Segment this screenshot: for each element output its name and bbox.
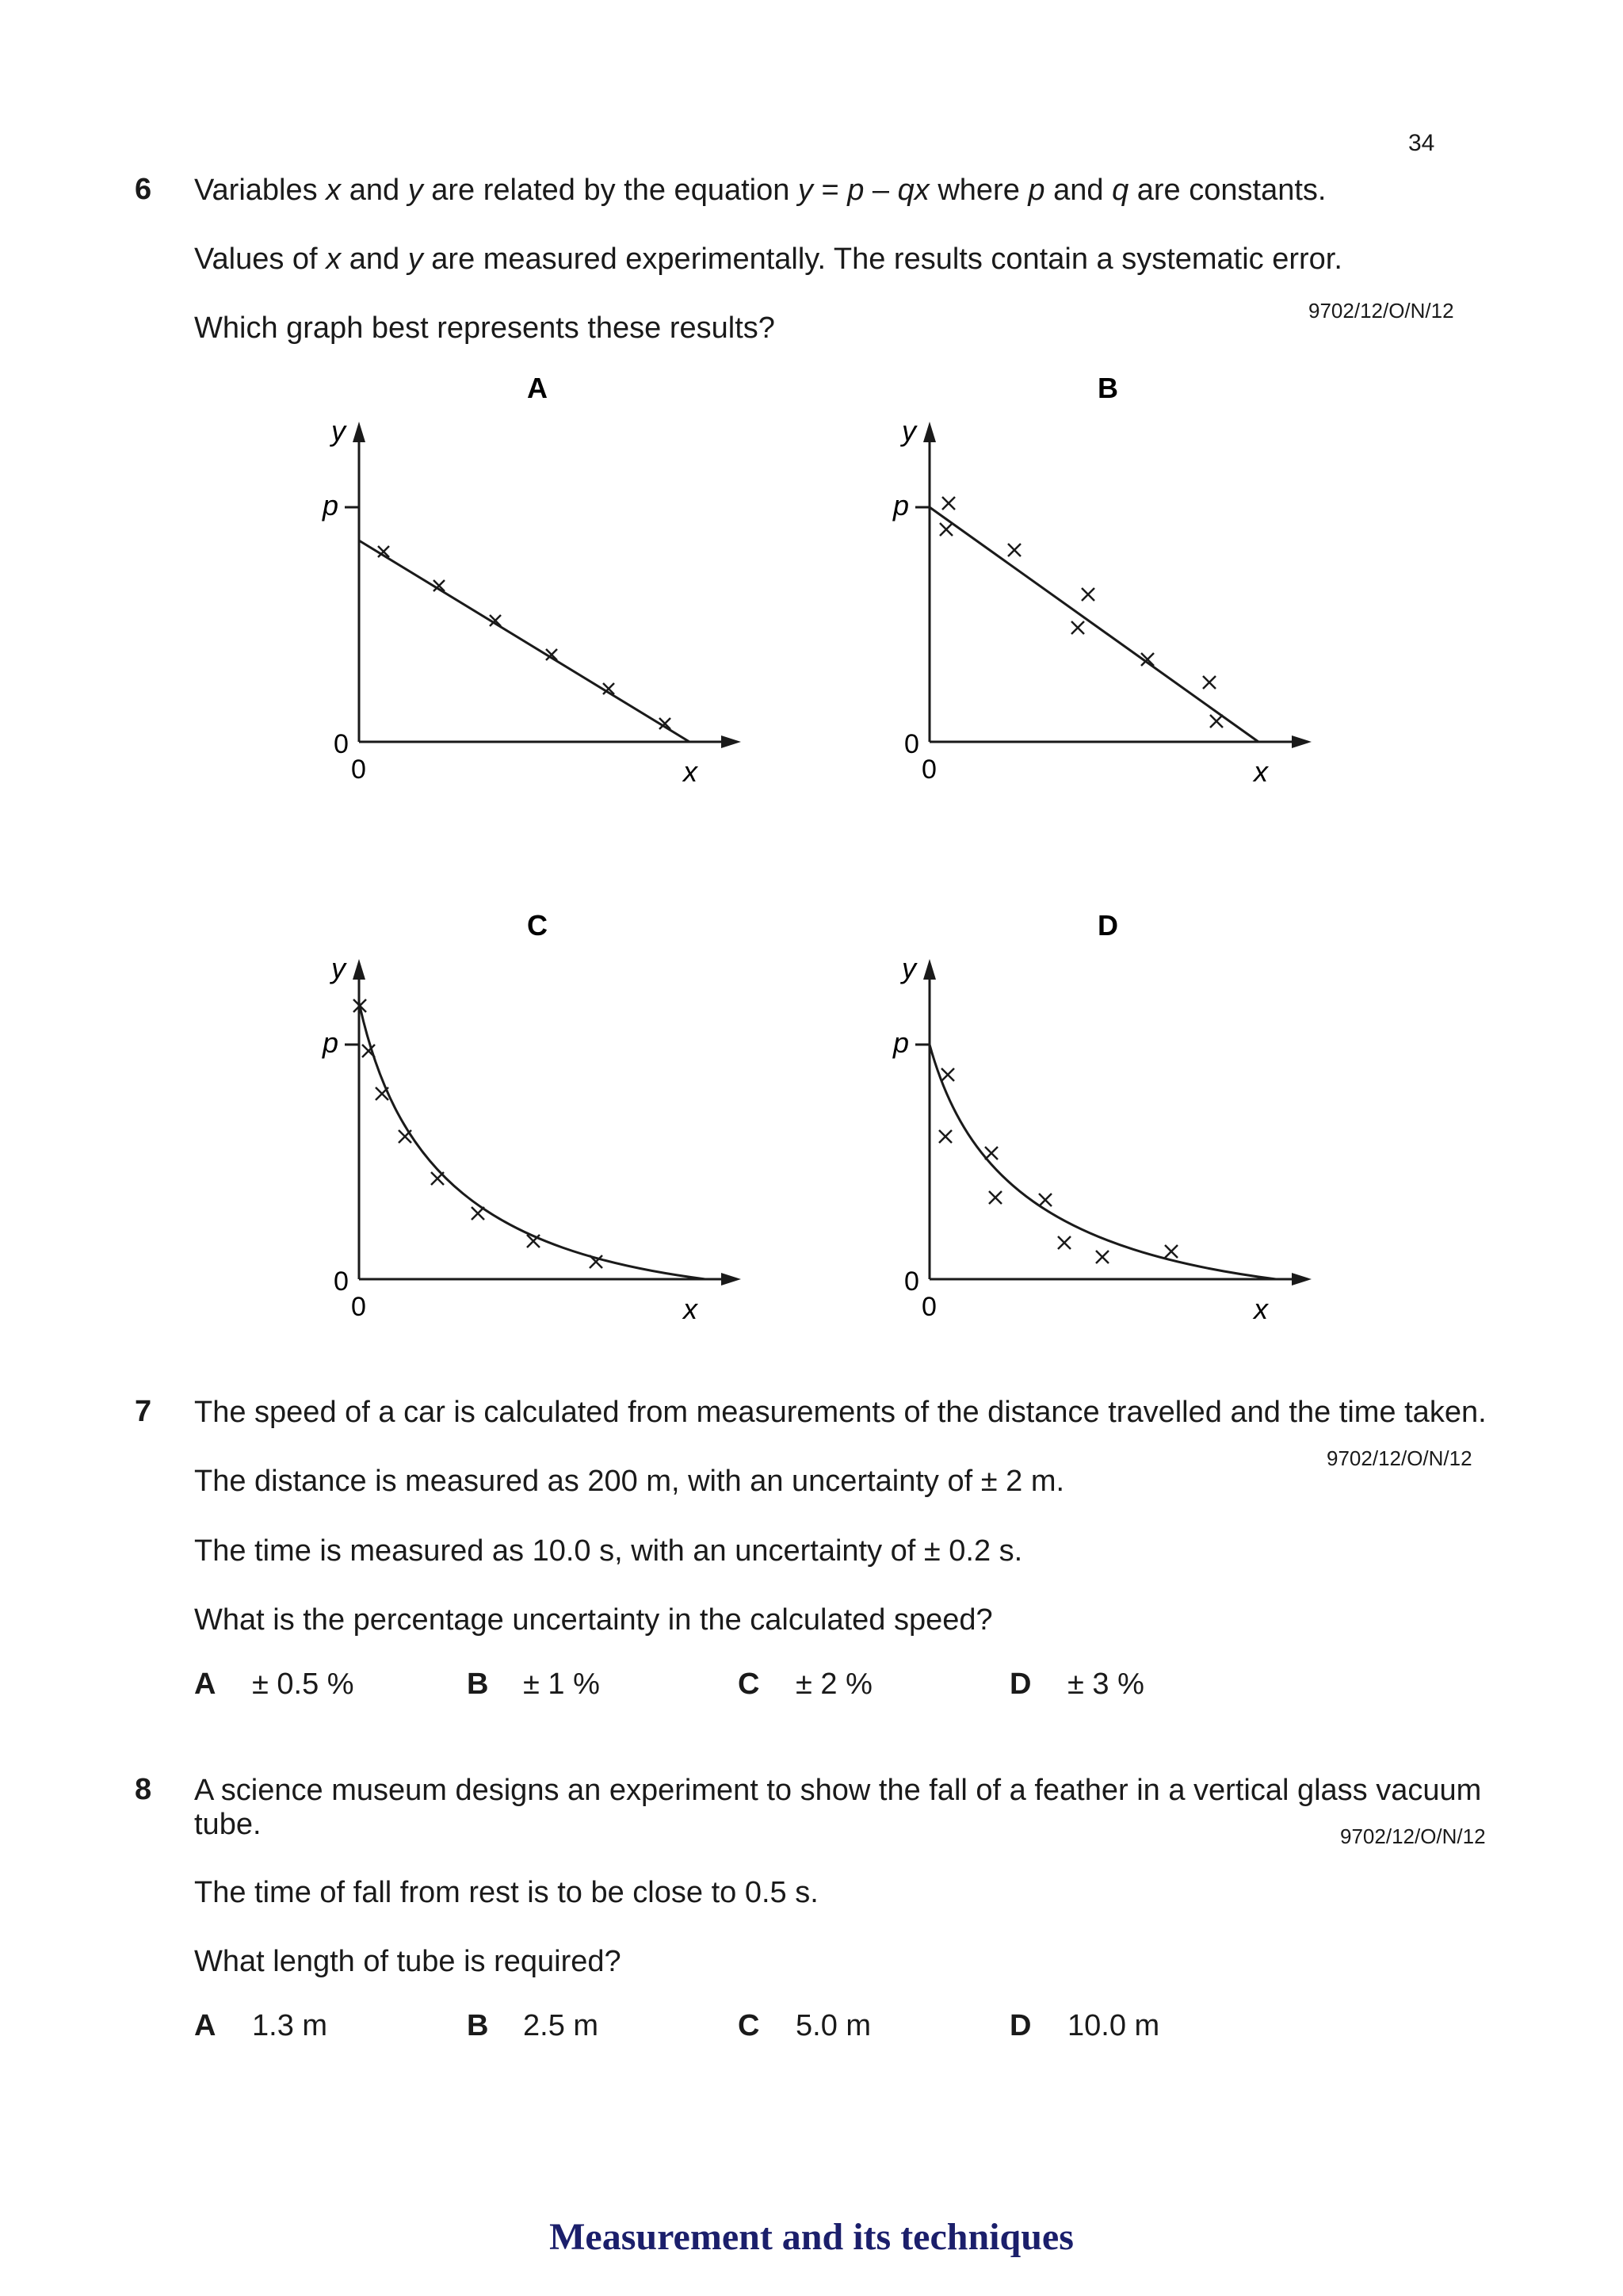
graph-b-points — [940, 497, 1223, 728]
question-7-option-d[interactable] — [1010, 1668, 1031, 1702]
question-6-line-2: Values of x and y are measured experimentally. The results contain a systematic error. — [194, 243, 1342, 276]
graph-b-p-label: p — [893, 489, 910, 521]
question-7-option-b-value: ± 1 % — [523, 1668, 600, 1701]
graph-a-best-fit-line — [359, 541, 689, 742]
graph-a-origin-y: 0 — [334, 729, 349, 759]
graph-a — [301, 372, 777, 800]
graph-c-x-label: x — [683, 1293, 697, 1325]
question-8-question: What length of tube is required? — [194, 1945, 621, 1978]
question-7-line-3: The time is measured as 10.0 s, with an uncertainty of ± 0.2 s. — [194, 1534, 1023, 1568]
question-6-code: 9702/12/O/N/12 — [1308, 299, 1454, 323]
graph-a-points — [378, 546, 670, 729]
question-7-line-1: The speed of a car is calculated from measurements of the distance travelled and the time taken. — [194, 1396, 1487, 1429]
question-7-number: 7 — [135, 1395, 152, 1428]
question-8-option-c[interactable] — [738, 2009, 759, 2043]
graph-a-x-label: x — [683, 755, 697, 788]
question-8-option-d[interactable] — [1010, 2009, 1031, 2043]
graph-a-origin-x: 0 — [351, 755, 366, 785]
question-7-option-d-value: ± 3 % — [1067, 1668, 1144, 1701]
graph-a-letter: A — [527, 372, 548, 404]
question-6-number: 6 — [135, 173, 152, 206]
graph-d-origin-y: 0 — [904, 1266, 919, 1297]
question-8-option-a-value: 1.3 m — [252, 2009, 328, 2042]
question-8-option-d-value: 10.0 m — [1067, 2009, 1160, 2042]
question-8-code: 9702/12/O/N/12 — [1340, 1824, 1486, 1848]
graph-d-origin-x: 0 — [922, 1292, 937, 1322]
graph-c-origin-y: 0 — [334, 1266, 349, 1297]
graph-c-p-label: p — [323, 1026, 339, 1059]
graph-d-letter: D — [1098, 910, 1118, 942]
graph-b-origin-y: 0 — [904, 729, 919, 759]
graph-c-points — [353, 999, 602, 1268]
graph-b-x-label: x — [1254, 755, 1268, 788]
footer-title: Measurement and its techniques — [549, 2216, 1074, 2258]
graph-d-points — [939, 1068, 1178, 1263]
question-8-line-1b: tube. — [194, 1808, 262, 1841]
graph-c-origin-x: 0 — [351, 1292, 366, 1322]
graph-a-p-label: p — [323, 489, 339, 521]
question-8-option-a[interactable] — [194, 2009, 216, 2043]
option-letter: C — [738, 1668, 760, 1701]
question-8-option-b-value: 2.5 m — [523, 2009, 599, 2042]
question-6-line-1: Variables x and y are related by the equation y = p – qx where p and q are constants. — [194, 174, 1327, 207]
graph-b-best-fit-line — [930, 507, 1258, 742]
option-letter: D — [1010, 1668, 1032, 1701]
graph-b-y-label: y — [902, 415, 916, 447]
graph-c-letter: C — [527, 910, 548, 942]
question-8-line-2: The time of fall from rest is to be close to 0.5 s. — [194, 1876, 819, 1909]
question-7-option-a-value: ± 0.5 % — [252, 1668, 354, 1701]
graph-d-y-label: y — [902, 952, 916, 984]
graph-d — [872, 910, 1347, 1338]
graph-b-origin-x: 0 — [922, 755, 937, 785]
graph-d-p-label: p — [893, 1026, 910, 1059]
question-8-line-1: A science museum designs an experiment to show the fall of a feather in a vertical glass vacuum — [194, 1774, 1482, 1807]
graph-d-best-fit-curve — [930, 1045, 1276, 1279]
graph-b-letter: B — [1098, 372, 1118, 404]
graph-c-best-fit-curve — [359, 1003, 705, 1279]
question-8-number: 8 — [135, 1773, 152, 1806]
question-7-option-c-value: ± 2 % — [796, 1668, 873, 1701]
question-7-option-c[interactable] — [738, 1668, 759, 1702]
question-8-option-b[interactable] — [467, 2009, 488, 2043]
option-letter: C — [738, 2009, 760, 2042]
graph-c — [301, 910, 777, 1338]
question-7-line-2: The distance is measured as 200 m, with an uncertainty of ± 2 m. — [194, 1465, 1065, 1498]
graph-a-y-label: y — [331, 415, 346, 447]
question-8-option-c-value: 5.0 m — [796, 2009, 872, 2042]
graph-b — [872, 372, 1347, 800]
option-letter: A — [194, 1668, 216, 1701]
question-6-question: Which graph best represents these results? — [194, 311, 775, 345]
question-7-code: 9702/12/O/N/12 — [1327, 1446, 1472, 1470]
graph-d-x-label: x — [1254, 1293, 1268, 1325]
option-letter: D — [1010, 2009, 1032, 2042]
page-number: 34 — [1408, 130, 1435, 156]
option-letter: B — [467, 1668, 489, 1701]
question-7-option-b[interactable] — [467, 1668, 488, 1702]
question-7-option-a[interactable] — [194, 1668, 216, 1702]
question-7-question: What is the percentage uncertainty in the calculated speed? — [194, 1603, 993, 1637]
graph-c-y-label: y — [331, 952, 346, 984]
option-letter: A — [194, 2009, 216, 2042]
option-letter: B — [467, 2009, 489, 2042]
